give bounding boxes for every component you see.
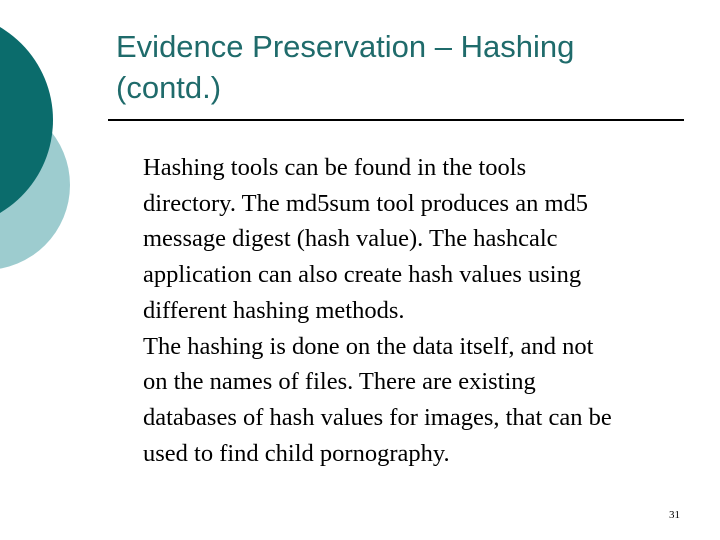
page-number: 31 (669, 509, 680, 521)
paragraph-hashing-tools (143, 150, 703, 329)
body-line: application can also create hash values using (143, 261, 582, 289)
body-line: used to find child pornography. (143, 439, 450, 467)
body-line: databases of hash values for images, that can be (143, 403, 612, 431)
body-line: different hashing methods. (143, 296, 405, 324)
body-line: Hashing tools can be found in the tools (143, 154, 527, 181)
body-line: on the names of files. There are existing (143, 368, 536, 396)
slide-title (116, 26, 706, 108)
title-divider (108, 119, 684, 121)
body-line: The hashing is done on the data itself, and not (143, 332, 594, 360)
title-line-1: Evidence Preservation – Hashing (116, 29, 575, 64)
slide-body (143, 150, 703, 471)
body-line: directory. The md5sum tool produces an md5 (143, 189, 588, 217)
paragraph-hashing-data (143, 329, 703, 472)
decorative-circles (0, 0, 120, 300)
body-line: message digest (hash value). The hashcalc (143, 225, 558, 253)
title-line-2: (contd.) (116, 70, 222, 105)
